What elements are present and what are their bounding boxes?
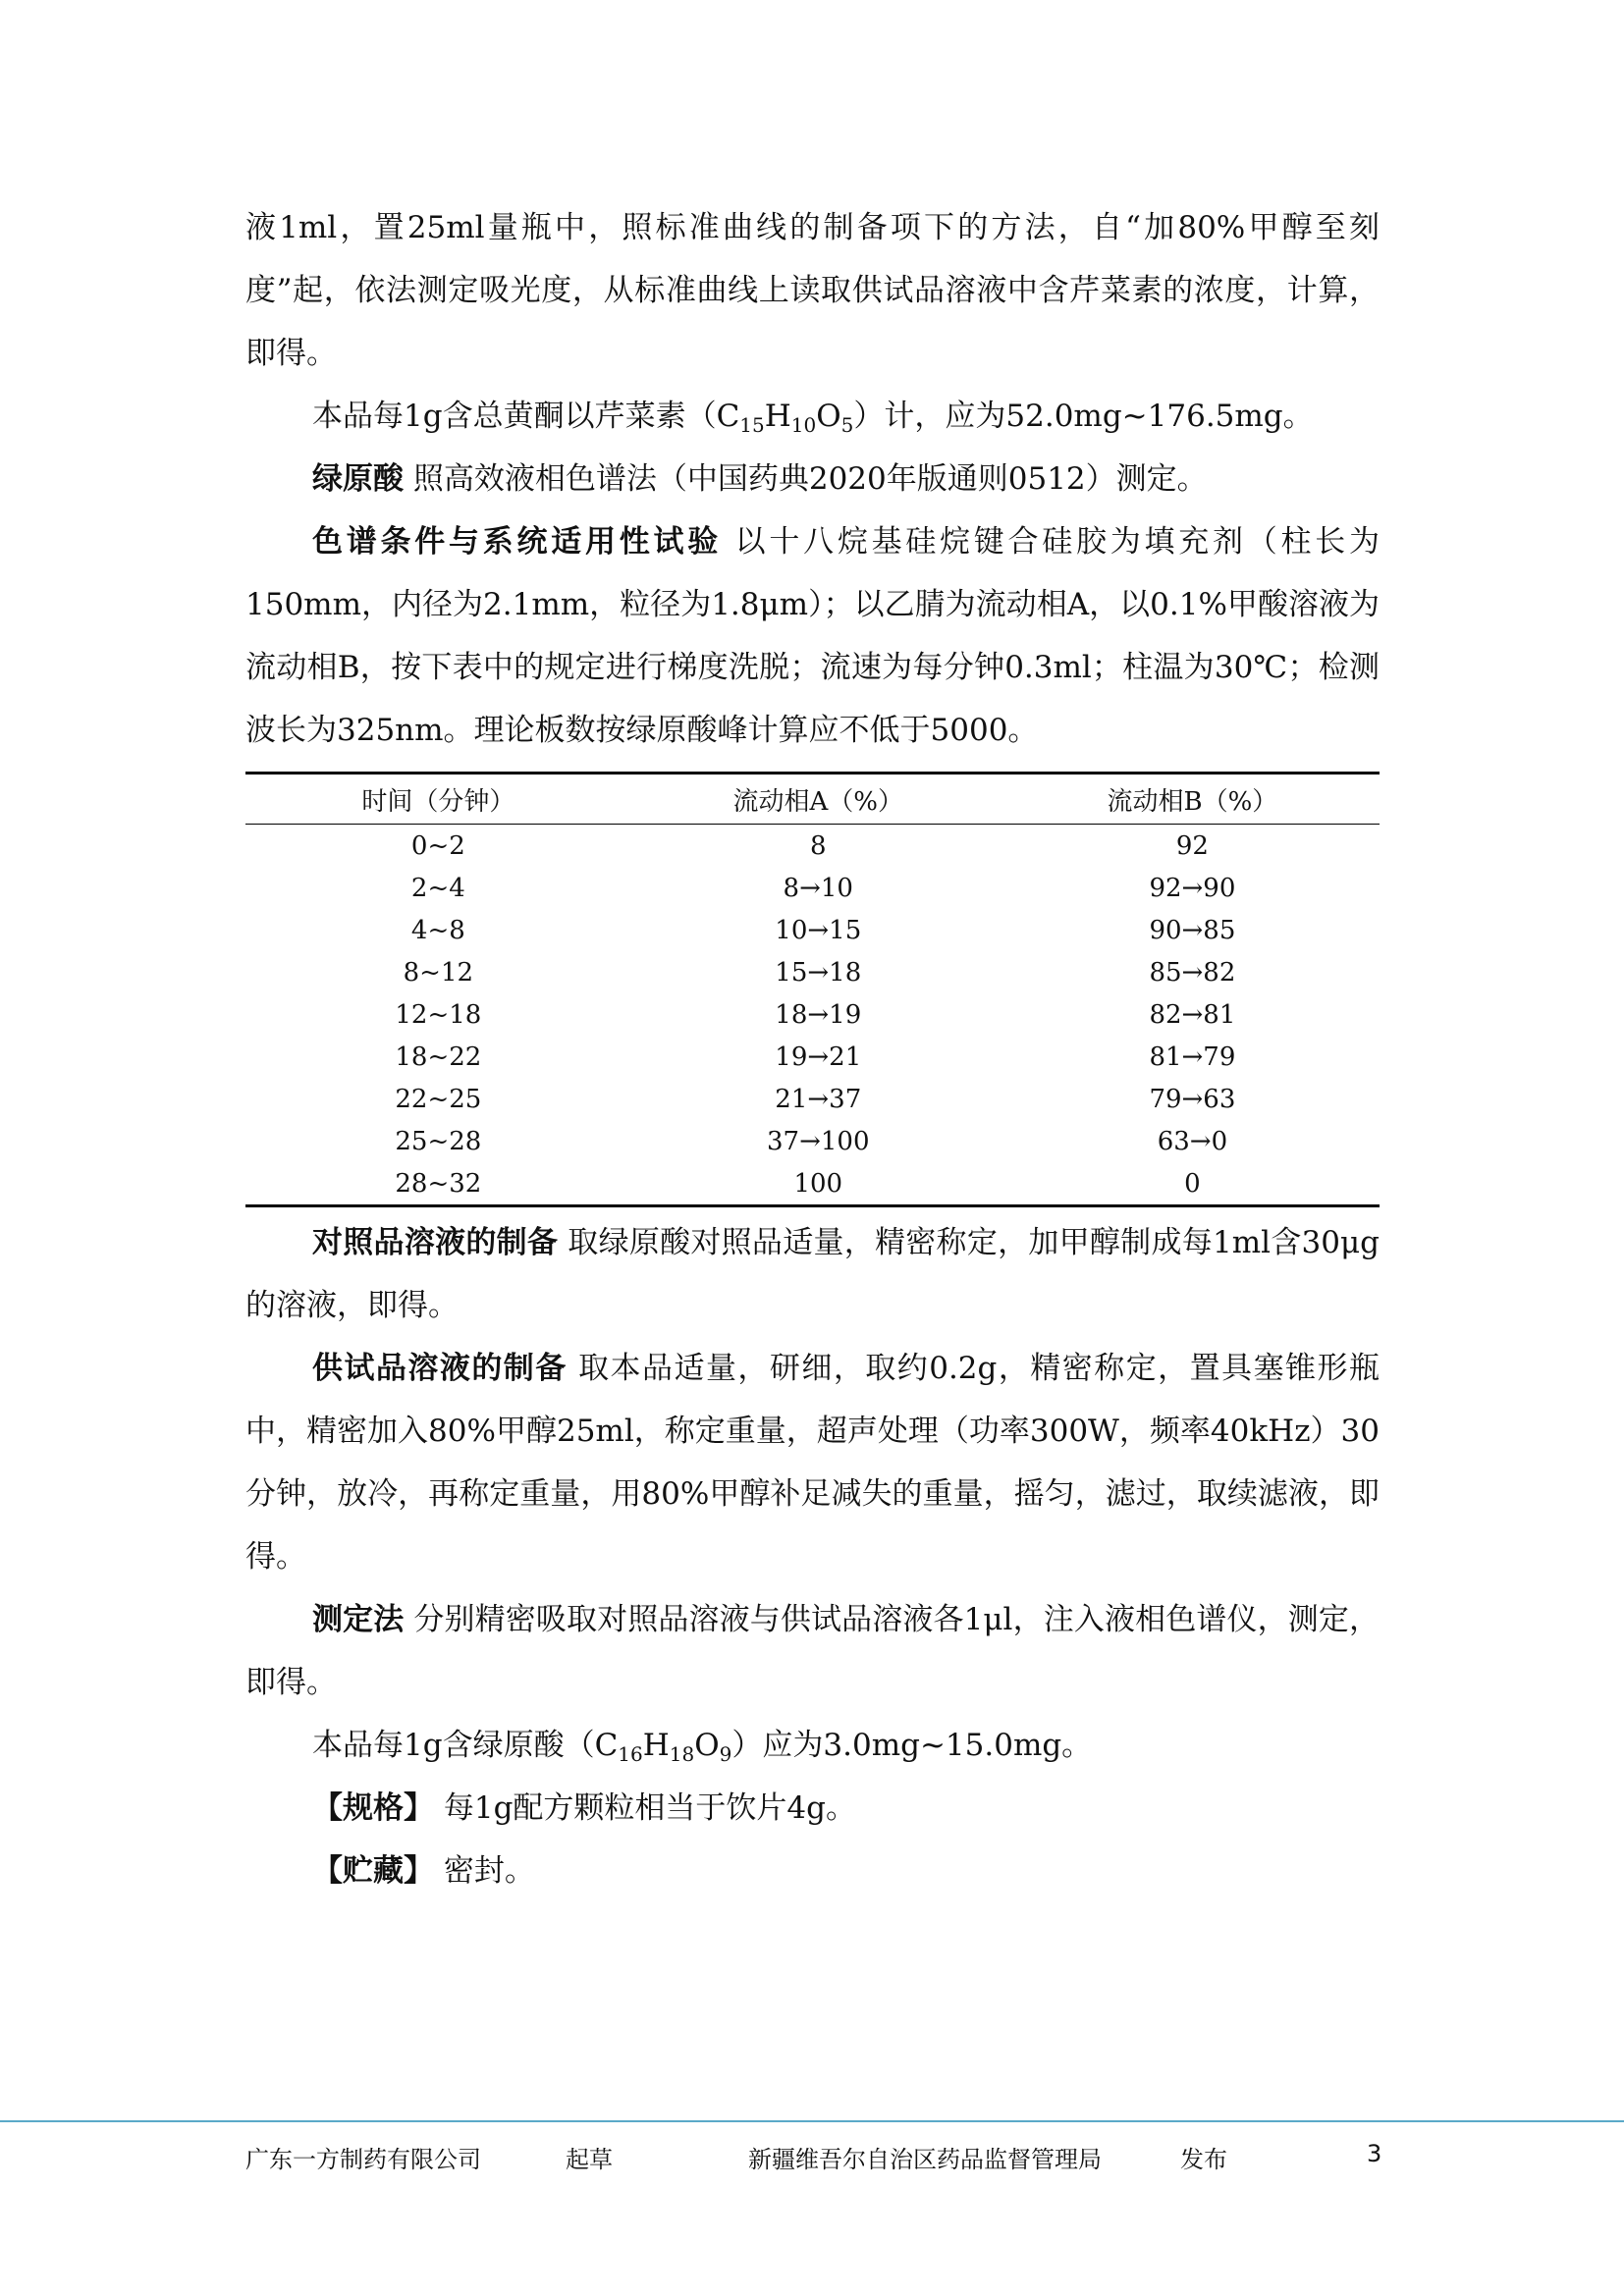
cell-phase-a: 18→19 [775, 999, 862, 1030]
footer-company: 广东一方制药有限公司 [245, 2146, 481, 2173]
cell-phase-a: 8→10 [783, 873, 853, 903]
header-time: 时间（分钟） [361, 786, 515, 817]
cell-phase-b: 81→79 [1149, 1041, 1236, 1072]
cell-phase-a: 10→15 [775, 915, 862, 945]
cell-phase-a: 15→18 [775, 957, 862, 988]
section-title: 供试品溶液的制备 [312, 1351, 568, 1386]
cell-time: 2~4 [410, 873, 465, 903]
cell-phase-b: 0 [1184, 1168, 1201, 1199]
cell-time: 12~18 [395, 999, 482, 1030]
cell-phase-b: 85→82 [1149, 957, 1236, 988]
section-title: 对照品溶液的制备 [312, 1225, 559, 1260]
cell-phase-a: 37→100 [767, 1126, 870, 1156]
paragraph-assay: 测定法 分别精密吸取对照品溶液与供试品溶液各1μl，注入液相色谱仪，测定，即得。 [245, 1602, 1380, 1700]
cell-time: 8~12 [403, 957, 474, 988]
header-phase-a: 流动相A（%） [732, 786, 903, 817]
paragraph-chlorogenic-limit: 本品每1g含绿原酸$(C_{16}H_{18}O_9)$应为3.0mg~15.0mg。 [312, 1728, 1093, 1766]
cell-time: 28~32 [395, 1168, 482, 1199]
paragraph-storage: 【贮藏】 密封。 [312, 1853, 535, 1889]
section-title: 【贮藏】 [312, 1853, 434, 1889]
cell-phase-b: 90→85 [1149, 915, 1236, 945]
cell-time: 22~25 [395, 1084, 482, 1114]
paragraph-chromatographic-conditions: 色谱条件与系统适用性试验 以十八烷基硅烷键合硅胶为填充剂（柱长为150mm，内径为2.1mm，粒径为1.8μm）；以乙腈为流动相A，以0.1%甲酸溶液为流动相B，按下表中的规定进行梯度洗脱；流速为每分钟0.3ml；柱温为30℃；检测波长为325nm。理论板数按绿原酸峰计算应不低于5000。 [245, 524, 1380, 748]
table-row [245, 1162, 1380, 1206]
cell-phase-a: 100 [793, 1168, 843, 1199]
section-title: 【规格】 [312, 1790, 434, 1826]
cell-time: 4~8 [410, 915, 465, 945]
table-row [245, 1036, 1380, 1078]
table-row [245, 1120, 1380, 1162]
table-row [245, 993, 1380, 1036]
cell-phase-b: 79→63 [1149, 1084, 1236, 1114]
table-header-row [245, 774, 1380, 825]
footer-publish: 发布 [1180, 2146, 1227, 2173]
table-row [245, 951, 1380, 993]
cell-phase-b: 92→90 [1149, 873, 1236, 903]
cell-time: 18~22 [395, 1041, 482, 1072]
footer-draft: 起草 [566, 2146, 613, 2173]
table-row [245, 909, 1380, 951]
table-row [245, 1078, 1380, 1120]
paragraph-test-solution: 供试品溶液的制备 取本品适量，研细，取约0.2g，精密称定，置具塞锥形瓶中，精密加入80%甲醇25ml，称定重量，超声处理（功率300W，频率40kHz）30分钟，放冷，再称定重量，用80%甲醇补足减失的重量，摇匀，滤过，取续滤液，即得。 [245, 1351, 1380, 1575]
paragraph-total-flavonoid-limit: 本品每1g含总黄酮以芹菜素$(C_{15}H_{10}O_5)$计，应为52.0mg~176.5mg。 [312, 399, 1314, 437]
cell-phase-a: 8 [809, 830, 827, 861]
cell-phase-b: 63→0 [1157, 1126, 1228, 1156]
cell-phase-a: 19→21 [775, 1041, 862, 1072]
page-number: 3 [1367, 2140, 1382, 2167]
paragraph-specification: 【规格】 每1g配方颗粒相当于饮片4g。 [312, 1790, 856, 1826]
header-phase-b: 流动相B（%） [1107, 786, 1278, 817]
section-title: 测定法 [312, 1602, 405, 1637]
footer-authority: 新疆维吾尔自治区药品监督管理局 [748, 2146, 1102, 2173]
paragraph-1: 液1ml，置25ml量瓶中，照标准曲线的制备项下的方法，自“加80%甲醇至刻度”起，依法测定吸光度，从标准曲线上读取供试品溶液中含芹菜素的浓度，计算，即得。 [245, 210, 1380, 371]
table-row [245, 867, 1380, 909]
gradient-table [245, 772, 1380, 1207]
cell-phase-b: 92 [1175, 830, 1209, 861]
paragraph-reference-solution: 对照品溶液的制备 取绿原酸对照品适量，精密称定，加甲醇制成每1ml含30μg的溶液，即得。 [245, 1225, 1380, 1323]
table-row [245, 825, 1380, 868]
cell-time: 0~2 [410, 830, 465, 861]
cell-phase-a: 21→37 [775, 1084, 862, 1114]
cell-time: 25~28 [395, 1126, 482, 1156]
document-body [245, 196, 1380, 1902]
section-title: 色谱条件与系统适用性试验 [312, 524, 722, 560]
cell-phase-b: 82→81 [1149, 999, 1236, 1030]
footer-divider [0, 2120, 1624, 2122]
paragraph-chlorogenic-acid: 绿原酸 照高效液相色谱法（中国药典2020年版通则0512）测定。 [312, 461, 1208, 497]
section-title: 绿原酸 [312, 461, 404, 497]
